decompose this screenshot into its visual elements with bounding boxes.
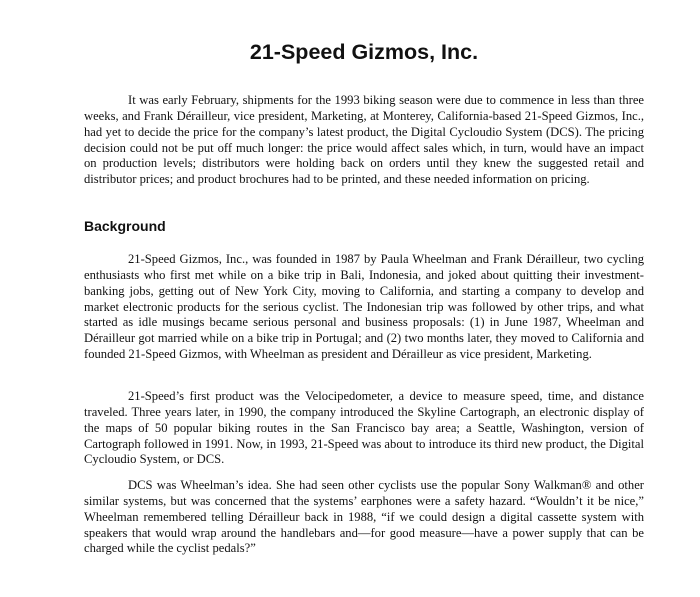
- background-paragraph-3: DCS was Wheelman’s idea. She had seen other cyclists use the popular Sony Walkman® and other similar systems, but was concerned that the systems’ earphones were a safety hazard. “Wouldn’t it be nice,” Wheelman remembered telling Dérailleur back in 1988, “if we could design a digital cassette system with speakers that would wrap around the handlebars and—for good measure—have a power supply that can be charged while the cyclist pedals?”: [84, 478, 644, 556]
- document-title: 21-Speed Gizmos, Inc.: [249, 40, 479, 64]
- background-paragraph-1: 21-Speed Gizmos, Inc., was founded in 1987 by Paula Wheelman and Frank Dérailleur, two cycling enthusiasts who first met while on a bike trip in Bali, Indonesia, and joked about quitting their investment-banking jobs, getting out of New York City, moving to California, and starting a company to develop and market electronic products for the serious cyclist. The Indonesian trip was followed by other trips, and what started as idle musings became serious personal and business proposals: (1) in June 1987, Wheelman and Dérailleur got married while on a bike trip in Portugal; and (2) two months later, they moved to California and founded 21-Speed Gizmos, with Wheelman as president and Dérailleur as vice president, Marketing.: [84, 252, 644, 362]
- intro-paragraph: It was early February, shipments for the 1993 biking season were due to commence in less than three weeks, and Frank Dérailleur, vice president, Marketing, at Monterey, California-based 21-Speed Gizmos, Inc., had yet to decide the price for the company’s latest product, the Digital Cycloudio System (DCS). The pricing decision could not be put off much longer: the price would affect sales which, in turn, would have an impact on production levels; distributors were holding back on orders until they knew the suggested retail and distributor prices; and product brochures had to be printed, and these needed information on pricing.: [84, 93, 644, 187]
- section-heading-background: Background: [84, 218, 166, 234]
- background-paragraph-2: 21-Speed’s first product was the Velocipedometer, a device to measure speed, time, and distance traveled. Three years later, in 1990, the company introduced the Skyline Cartograph, an electronic display of the maps of 50 popular biking routes in the San Francisco bay area; a Seattle, Washington, version of Cartograph followed in 1991. Now, in 1993, 21-Speed was about to introduce its third new product, the Digital Cycloudio System, or DCS.: [84, 389, 644, 467]
